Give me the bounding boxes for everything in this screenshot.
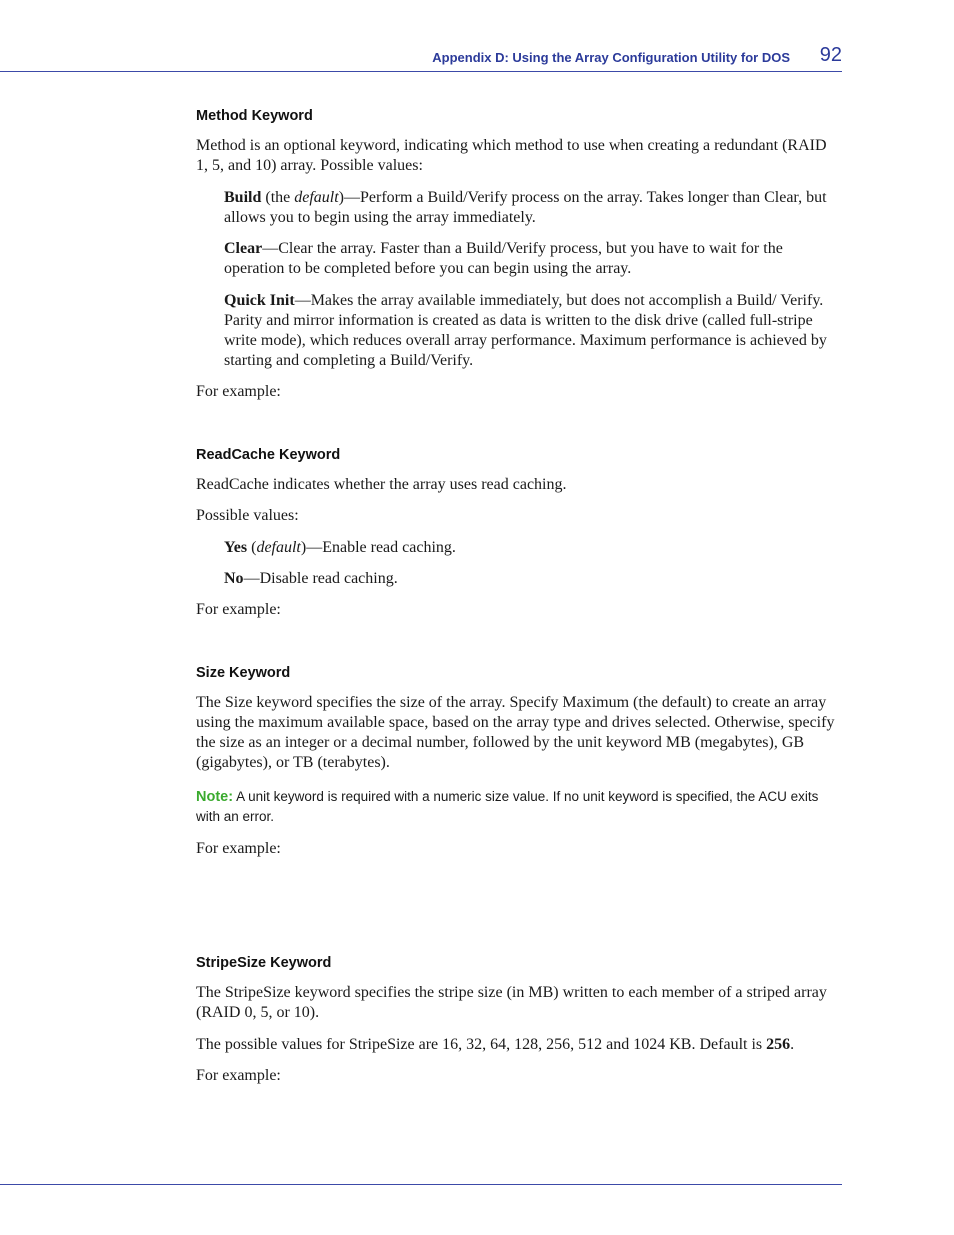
- header-rule: [0, 71, 842, 72]
- method-heading: Method Keyword: [196, 108, 313, 124]
- running-header-title: Appendix D: Using the Array Configuration Utility for DOS: [432, 50, 790, 65]
- quickinit-term: Quick Init: [224, 292, 295, 309]
- size-heading: Size Keyword: [196, 665, 291, 681]
- yes-desc: )—Enable read caching.: [300, 539, 456, 556]
- readcache-heading: ReadCache Keyword: [196, 447, 341, 463]
- note-label: Note:: [196, 789, 234, 805]
- method-clear-item: [224, 239, 841, 279]
- yes-default: default: [256, 539, 301, 556]
- footer-rule: [0, 1184, 842, 1185]
- quickinit-desc: —Makes the array available immediately, but does not accomplish a Build/ Verify. Parity and mirror information is created as data is written to the disk drive (called full-stripe write mode), which reduces overall array performance. Maximum performance is achieved by starting and completing a Build/Verify.: [224, 292, 827, 369]
- build-pre: (the: [261, 189, 295, 206]
- clear-desc: —Clear the array. Faster than a Build/Verify process, but you have to wait for the operation to be completed before you can begin using the array.: [224, 240, 783, 277]
- readcache-no-item: [224, 569, 841, 589]
- method-intro: Method is an optional keyword, indicating which method to use when creating a redundant (RAID 1, 5, and 10) array. Possible values:: [196, 137, 827, 174]
- readcache-yes-item: [224, 538, 841, 558]
- no-desc: —Disable read caching.: [243, 570, 398, 587]
- note-text: A unit keyword is required with a numeric size value. If no unit keyword is specified, the ACU exits with an error.: [196, 789, 819, 824]
- stripesize-default: 256: [766, 1036, 791, 1053]
- stripesize-intro: The StripeSize keyword specifies the stripe size (in MB) written to each member of a striped array (RAID 0, 5, or 10).: [196, 984, 827, 1021]
- stripesize-heading: StripeSize Keyword: [196, 955, 332, 971]
- build-desc: )—Perform a Build/Verify process on the array. Takes longer than Clear, but allows you to begin using the array immediately.: [224, 189, 827, 226]
- build-default: default: [294, 189, 339, 206]
- stripesize-values: [196, 1035, 841, 1055]
- size-note: [196, 787, 841, 826]
- size-example-label: For example:: [196, 840, 281, 857]
- stripesize-values-text: The possible values for StripeSize are 16, 32, 64, 128, 256, 512 and 1024 KB. Default is: [196, 1036, 767, 1053]
- yes-term: Yes: [224, 539, 248, 556]
- stripesize-values-end: .: [790, 1036, 795, 1053]
- readcache-intro: ReadCache indicates whether the array uses read caching.: [196, 476, 567, 493]
- build-term: Build: [224, 189, 262, 206]
- method-example-label: For example:: [196, 383, 281, 400]
- size-intro: The Size keyword specifies the size of the array. Specify Maximum (the default) to create an array using the maximum available space, based on the array type and drives selected. Otherwise, specify the size as an integer or a decimal number, followed by the unit keyword MB (megabytes), GB (gigabytes), or TB (terabytes).: [196, 694, 835, 771]
- readcache-example-label: For example:: [196, 601, 281, 618]
- readcache-possible: Possible values:: [196, 507, 299, 524]
- page-number: 92: [819, 44, 842, 66]
- no-term: No: [224, 570, 244, 587]
- method-quickinit-item: [224, 291, 841, 371]
- clear-term: Clear: [224, 240, 263, 257]
- stripesize-example-label: For example:: [196, 1067, 281, 1084]
- method-build-item: [224, 188, 841, 228]
- yes-pre: (: [247, 539, 257, 556]
